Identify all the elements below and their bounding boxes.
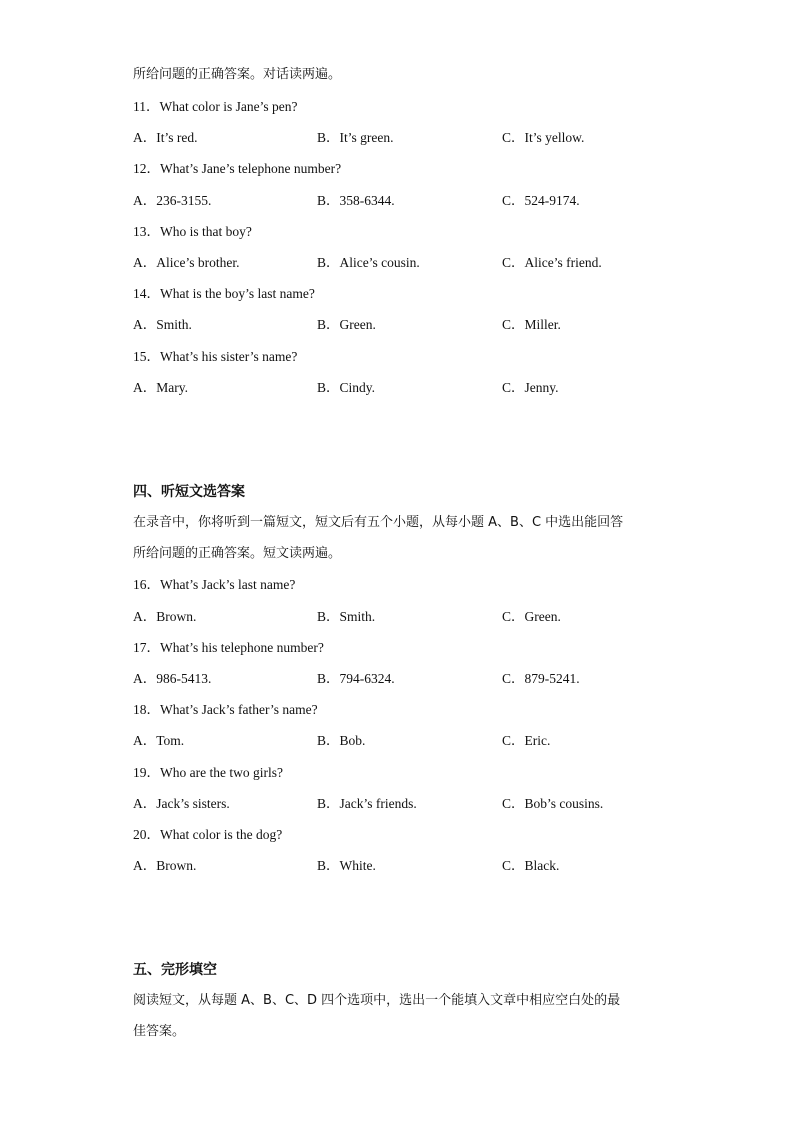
option-15-b: B．Cindy. bbox=[317, 380, 376, 395]
option-14-c: C．Miller. bbox=[502, 317, 561, 332]
option-14-a: A．Smith. bbox=[133, 317, 192, 332]
option-12-c: C．524-9174. bbox=[502, 193, 580, 208]
option-15-c: C．Jenny. bbox=[502, 380, 559, 395]
option-17-b: B．794-6324. bbox=[317, 671, 395, 686]
option-20-c: C．Black. bbox=[502, 858, 560, 873]
question-15: 15．What’s his sister’s name? bbox=[133, 349, 298, 364]
section-5-title: 五、完形填空 bbox=[133, 962, 217, 978]
section-4-instructions-2: 所给问题的正确答案。短文读两遍。 bbox=[133, 546, 342, 561]
section-5-instructions-1: 阅读短文，从每题 A、B、C、D 四个选项中，选出一个能填入文章中相应空白处的最 bbox=[133, 993, 621, 1008]
section-4-instructions-1: 在录音中，你将听到一篇短文，短文后有五个小题，从每小题 A、B、C 中选出能回答 bbox=[133, 515, 624, 530]
option-20-b: B．White. bbox=[317, 858, 376, 873]
question-20: 20．What color is the dog? bbox=[133, 827, 283, 842]
question-17: 17．What’s his telephone number? bbox=[133, 640, 324, 655]
option-17-a: A．986-5413. bbox=[133, 671, 212, 686]
option-14-b: B．Green. bbox=[317, 317, 376, 332]
intro-tail: 所给问题的正确答案。对话读两遍。 bbox=[133, 67, 342, 82]
question-11: 11．What color is Jane’s pen? bbox=[133, 99, 298, 114]
question-16: 16．What’s Jack’s last name? bbox=[133, 577, 296, 592]
option-11-c: C．It’s yellow. bbox=[502, 130, 585, 145]
option-11-a: A．It’s red. bbox=[133, 130, 198, 145]
option-19-a: A．Jack’s sisters. bbox=[133, 796, 230, 811]
section-4-title: 四、听短文选答案 bbox=[133, 484, 245, 500]
option-16-b: B．Smith. bbox=[317, 609, 376, 624]
option-12-a: A．236-3155. bbox=[133, 193, 212, 208]
question-13: 13．Who is that boy? bbox=[133, 224, 252, 239]
option-13-b: B．Alice’s cousin. bbox=[317, 255, 420, 270]
option-19-c: C．Bob’s cousins. bbox=[502, 796, 604, 811]
option-19-b: B．Jack’s friends. bbox=[317, 796, 417, 811]
question-19: 19．Who are the two girls? bbox=[133, 765, 283, 780]
option-15-a: A．Mary. bbox=[133, 380, 188, 395]
option-20-a: A．Brown. bbox=[133, 858, 197, 873]
option-13-a: A．Alice’s brother. bbox=[133, 255, 240, 270]
option-17-c: C．879-5241. bbox=[502, 671, 580, 686]
section-5-instructions-2: 佳答案。 bbox=[133, 1024, 186, 1039]
option-18-b: B．Bob. bbox=[317, 733, 366, 748]
question-18: 18．What’s Jack’s father’s name? bbox=[133, 702, 318, 717]
question-12: 12．What’s Jane’s telephone number? bbox=[133, 161, 342, 176]
option-13-c: C．Alice’s friend. bbox=[502, 255, 602, 270]
option-16-a: A．Brown. bbox=[133, 609, 197, 624]
option-18-a: A．Tom. bbox=[133, 733, 185, 748]
option-18-c: C．Eric. bbox=[502, 733, 551, 748]
option-16-c: C．Green. bbox=[502, 609, 561, 624]
option-11-b: B．It’s green. bbox=[317, 130, 394, 145]
option-12-b: B．358-6344. bbox=[317, 193, 395, 208]
question-14: 14．What is the boy’s last name? bbox=[133, 286, 315, 301]
